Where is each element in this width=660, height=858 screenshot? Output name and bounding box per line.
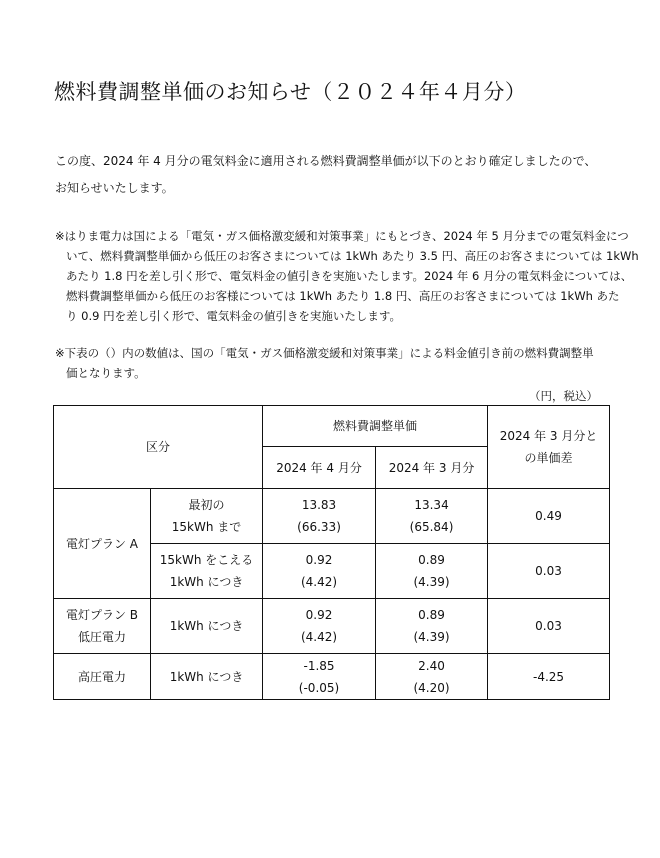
march-value: 13.34 bbox=[414, 498, 449, 512]
note-line: 燃料費調整単価から低圧のお客様については 1kWh あたり 1.8 円、高圧のお客さまについては 1kWh あた bbox=[66, 289, 620, 303]
plan-cell-line: 低圧電力 bbox=[77, 630, 126, 644]
difference-cell: -4.25 bbox=[488, 654, 610, 700]
plan-cell: 高圧電力 bbox=[54, 654, 151, 700]
header-april: 2024 年 4 月分 bbox=[263, 447, 376, 489]
unit-cell-line: 15kWh をこえる bbox=[159, 553, 254, 567]
table-row bbox=[54, 654, 610, 700]
table-note bbox=[55, 343, 610, 383]
table-row bbox=[54, 599, 610, 654]
unit-label: （円，税込） bbox=[529, 389, 598, 403]
discount-note bbox=[55, 226, 639, 326]
april-value: 0.92 bbox=[305, 608, 333, 622]
march-value: 0.89 bbox=[418, 608, 445, 622]
note-line: いて、燃料費調整単価から低圧のお客さまについては 1kWh あたり 3.5 円、高圧のお客さまについては 1kWh bbox=[66, 249, 639, 263]
note-line: ※はりま電力は国による「電気・ガス価格激変緩和対策事業」にもとづき、2024 年 5 月分までの電気料金につ bbox=[55, 229, 629, 243]
march-pre-discount-value: (4.39) bbox=[413, 575, 450, 589]
intro-line: この度、2024 年 4 月分の電気料金に適用される燃料費調整単価が以下のとおり確定しましたので、 bbox=[55, 154, 597, 168]
april-value: 0.92 bbox=[305, 553, 333, 567]
note-line: 価となります。 bbox=[66, 366, 146, 380]
table-row bbox=[54, 489, 610, 544]
fuel-cost-table bbox=[53, 405, 610, 700]
note-line: り 0.9 円を差し引く形で、電気料金の値引きを実施いたします。 bbox=[66, 309, 401, 323]
header-difference bbox=[488, 406, 610, 489]
unit-cell: 1kWh につき bbox=[151, 654, 263, 700]
april-pre-discount-value: (4.42) bbox=[300, 575, 338, 589]
note-line: あたり 1.8 円を差し引く形で、電気料金の値引きを実施いたします。2024 年 6 月分の電気料金については、 bbox=[66, 269, 633, 283]
march-pre-discount-value: (65.84) bbox=[409, 520, 454, 534]
march-value-cell bbox=[376, 599, 488, 654]
april-value-cell bbox=[263, 544, 376, 599]
april-pre-discount-value: (-0.05) bbox=[298, 680, 340, 695]
april-value-cell bbox=[263, 654, 376, 700]
unit-cell bbox=[151, 544, 263, 599]
march-value-cell bbox=[376, 544, 488, 599]
unit-cell: 1kWh につき bbox=[151, 599, 263, 654]
april-value-cell bbox=[263, 599, 376, 654]
difference-cell: 0.03 bbox=[488, 599, 610, 654]
march-value-cell bbox=[376, 654, 488, 700]
april-value-cell bbox=[263, 489, 376, 544]
intro-line: お知らせいたします。 bbox=[55, 181, 174, 195]
header-march: 2024 年 3 月分 bbox=[376, 447, 488, 489]
april-value: -1.85 bbox=[303, 658, 335, 673]
page-title: 燃料費調整単価のお知らせ（２０２４年４月分） bbox=[54, 80, 527, 104]
march-value-cell bbox=[376, 489, 488, 544]
march-pre-discount-value: (4.20) bbox=[413, 680, 450, 695]
difference-cell: 0.49 bbox=[488, 489, 610, 544]
unit-cell-line: 1kWh につき bbox=[169, 575, 244, 589]
unit-cell-line: 最初の bbox=[188, 498, 225, 512]
april-value: 13.83 bbox=[301, 498, 337, 512]
april-pre-discount-value: (4.42) bbox=[300, 630, 338, 644]
unit-cell bbox=[151, 489, 263, 544]
note-line: ※下表の（）内の数値は、国の「電気・ガス価格激変緩和対策事業」による料金値引き前の燃料費調整単 bbox=[55, 346, 594, 360]
header-difference-line: の単価差 bbox=[524, 451, 573, 465]
header-category: 区分 bbox=[54, 406, 263, 489]
header-fuel-cost-unit-price: 燃料費調整単価 bbox=[263, 406, 488, 447]
intro-paragraph bbox=[55, 148, 615, 202]
march-value: 2.40 bbox=[418, 658, 445, 673]
plan-cell: 電灯プラン A bbox=[54, 489, 151, 599]
unit-cell-line: 15kWh まで bbox=[171, 520, 242, 534]
difference-cell: 0.03 bbox=[488, 544, 610, 599]
march-pre-discount-value: (4.39) bbox=[413, 630, 450, 644]
plan-cell bbox=[54, 599, 151, 654]
table-header-row bbox=[54, 406, 610, 447]
header-difference-line: 2024 年 3 月分と bbox=[499, 429, 598, 443]
april-pre-discount-value: (66.33) bbox=[297, 520, 341, 534]
plan-cell-line: 電灯プラン B bbox=[65, 608, 139, 622]
march-value: 0.89 bbox=[418, 553, 445, 567]
